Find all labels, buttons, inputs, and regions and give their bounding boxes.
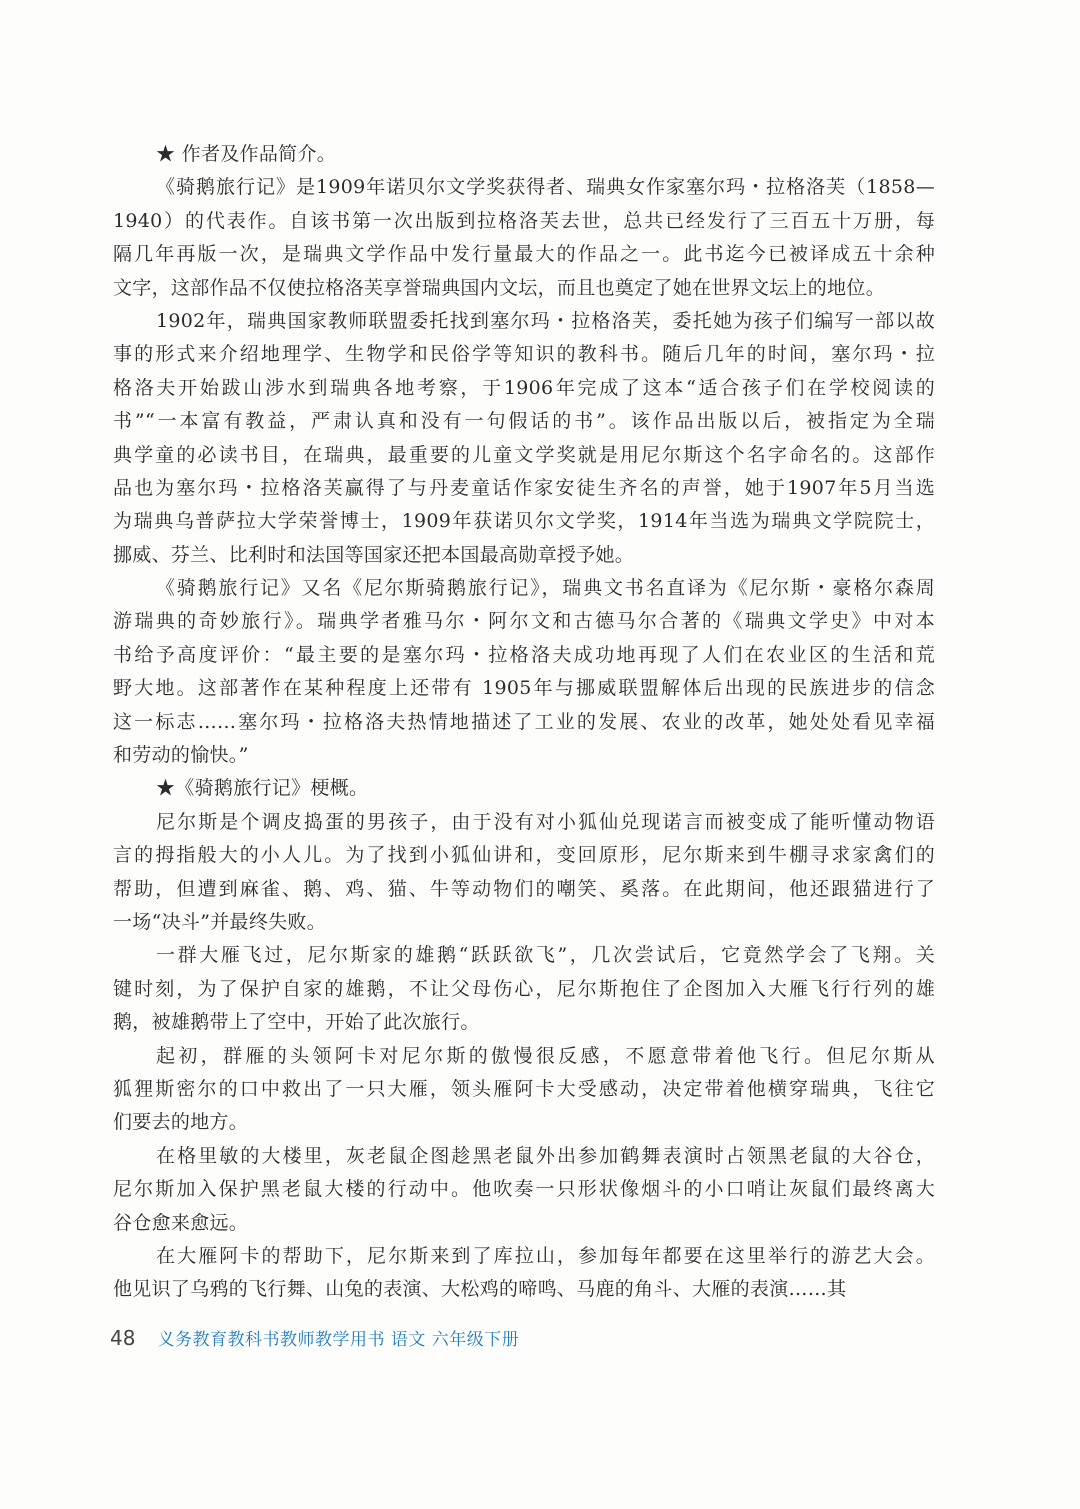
text-line: 1902年，瑞典国家教师联盟委托找到塞尔玛・拉格洛芙，委托她为孩子们编写一部以故 <box>156 309 935 332</box>
text-line: 游瑞典的奇妙旅行》。瑞典学者雅马尔・阿尔文和古德马尔合著的《瑞典文学史》中对本 <box>113 610 935 633</box>
text-line: 尼尔斯是个调皮捣蛋的男孩子，由于没有对小狐仙兑现诺言而被变成了能听懂动物语 <box>156 810 935 833</box>
text-line: 在格里敏的大楼里，灰老鼠企图趁黑老鼠外出参加鹤舞表演时占领黑老鼠的大谷仓， <box>156 1144 935 1167</box>
running-title: 义务教育教科书教师教学用书 语文 六年级下册 <box>157 1330 520 1350</box>
text-line: 一群大雁飞过，尼尔斯家的雄鹅“跃跃欲飞”，几次尝试后，它竟然学会了飞翔。关 <box>156 944 935 967</box>
text-line: 们要去的地方。 <box>113 1111 249 1134</box>
text-line: 《骑鹅旅行记》又名《尼尔斯骑鹅旅行记》，瑞典文书名直译为《尼尔斯・豪格尔森周 <box>156 577 935 600</box>
paragraph <box>113 572 935 772</box>
section-heading <box>113 772 935 805</box>
text-line: ★《骑鹅旅行记》梗概。 <box>156 777 369 800</box>
text-line: 格洛夫开始跋山涉水到瑞典各地考察，于1906年完成了这本“适合孩子们在学校阅读的 <box>113 376 935 399</box>
paragraph <box>113 171 935 305</box>
text-line: 文字，这部作品不仅使拉格洛芙享誉瑞典国内文坛，而且也奠定了她在世界文坛上的地位。 <box>113 276 886 299</box>
text-line: ★ 作者及作品简介。 <box>156 143 337 165</box>
text-line: 挪威、芬兰、比利时和法国等国家还把本国最高勋章授予她。 <box>113 543 635 566</box>
text-line: 在大雁阿卡的帮助下，尼尔斯来到了库拉山，参加每年都要在这里举行的游艺大会。 <box>156 1244 935 1267</box>
paragraph <box>113 1140 935 1240</box>
text-line: 为瑞典乌普萨拉大学荣誉博士，1909年获诺贝尔文学奖，1914年当选为瑞典文学院院士， <box>113 510 935 533</box>
text-line: 事的形式来介绍地理学、生物学和民俗学等知识的教科书。随后几年的时间，塞尔玛・拉 <box>113 343 935 366</box>
text-line: 《骑鹅旅行记》是1909年诺贝尔文学奖获得者、瑞典女作家塞尔玛・拉格洛芙（1858— <box>156 176 935 199</box>
text-line: 隔几年再版一次，是瑞典文学作品中发行量最大的作品之一。此书迄今已被译成五十余种 <box>113 243 935 266</box>
paragraph <box>113 1040 935 1140</box>
text-line: 他见识了乌鸦的飞行舞、山兔的表演、大松鸡的啼鸣、马鹿的角斗、大雁的表演……其 <box>113 1278 847 1301</box>
text-line: 一场“决斗”并最终失败。 <box>113 910 327 933</box>
text-line: 鹅，被雄鹅带上了空中，开始了此次旅行。 <box>113 1011 480 1034</box>
text-line: 品也为塞尔玛・拉格洛芙赢得了与丹麦童话作家安徒生齐名的声誉，她于1907年5月当选 <box>113 476 935 499</box>
text-line: 言的拇指般大的小人儿。为了找到小狐仙讲和，变回原形，尼尔斯来到牛棚寻求家禽们的 <box>113 844 935 867</box>
page-number: 48 <box>110 1326 136 1350</box>
text-line: 键时刻，为了保护自家的雄鹅，不让父母伤心，尼尔斯抱住了企图加入大雁飞行行列的雄 <box>113 977 935 1000</box>
page-footer <box>110 1325 519 1355</box>
text-line: 尼尔斯加入保护黑老鼠大楼的行动中。他吹奏一只形状像烟斗的小口哨让灰鼠们最终离大 <box>113 1178 935 1201</box>
text-line: 典学童的必读书目，在瑞典，最重要的儿童文学奖就是用尼尔斯这个名字命名的。这部作 <box>113 443 935 466</box>
text-line: 和劳动的愉快。” <box>113 744 249 767</box>
page-body <box>113 138 935 1307</box>
text-line: 1940）的代表作。自该书第一次出版到拉格洛芙去世，总共已经发行了三百五十万册，每 <box>113 209 935 232</box>
text-line: 野大地。这部著作在某种程度上还带有 1905年与挪威联盟解体后出现的民族进步的信念 <box>113 677 935 700</box>
text-line: 谷仓愈来愈远。 <box>113 1211 249 1234</box>
text-line: 书”“一本富有教益，严肃认真和没有一句假话的书”。该作品出版以后，被指定为全瑞 <box>113 410 935 433</box>
paragraph <box>113 806 935 940</box>
paragraph <box>113 305 935 572</box>
text-line: 这一标志……塞尔玛・拉格洛夫热情地描述了工业的发展、农业的改革，她处处看见幸福 <box>113 710 935 733</box>
text-line: 狐狸斯密尔的口中救出了一只大雁，领头雁阿卡大受感动，决定带着他横穿瑞典，飞往它 <box>113 1077 935 1100</box>
paragraph <box>113 939 935 1039</box>
text-line: 起初，群雁的头领阿卡对尼尔斯的傲慢很反感，不愿意带着他飞行。但尼尔斯从 <box>156 1044 935 1067</box>
section-heading <box>113 138 935 171</box>
text-line: 书给予高度评价：“最主要的是塞尔玛・拉格洛夫成功地再现了人们在农业区的生活和荒 <box>113 643 935 666</box>
paragraph <box>113 1240 935 1307</box>
text-line: 帮助，但遭到麻雀、鹅、鸡、猫、牛等动物们的嘲笑、奚落。在此期间，他还跟猫进行了 <box>113 877 935 900</box>
